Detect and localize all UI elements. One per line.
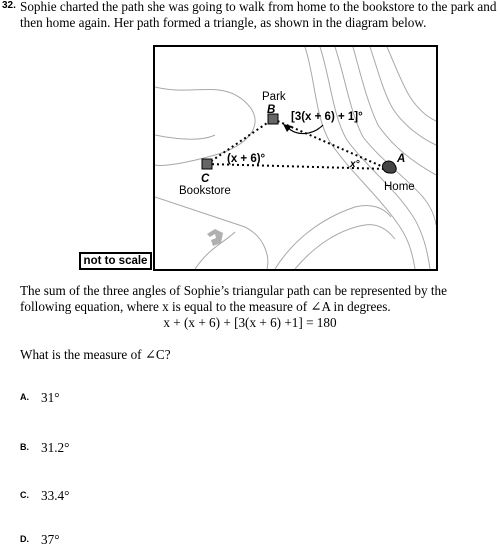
- bookstore-marker: [202, 159, 212, 169]
- choice-value: 37°: [41, 532, 60, 547]
- choice-d[interactable]: [20, 532, 120, 550]
- choice-label: C.: [20, 490, 29, 500]
- point-c-label: C: [201, 173, 210, 185]
- angle-b-label: [3(x + 6) + 1]°: [291, 111, 363, 123]
- equation: x + (x + 6) + [3(x + 6) +1] = 180: [163, 315, 337, 330]
- choice-b[interactable]: [20, 440, 120, 458]
- question-ask: What is the measure of ∠C?: [20, 347, 171, 362]
- scale-note: not to scale: [79, 252, 152, 270]
- question-number: 32.: [2, 0, 16, 11]
- choice-value: 31°: [41, 390, 60, 405]
- choice-c[interactable]: [20, 488, 120, 506]
- question-body: The sum of the three angles of Sophie’s triangular path can be represented by the following equation, where x is equal to the measure of ∠A in degrees.: [20, 283, 447, 314]
- choice-value: 33.4°: [41, 488, 70, 503]
- choice-label: B.: [20, 442, 29, 452]
- choice-label: D.: [20, 534, 29, 544]
- home-label: Home: [384, 181, 415, 193]
- choice-value: 31.2°: [41, 440, 70, 455]
- angle-c-label: (x + 6)°: [227, 153, 266, 165]
- park-label: Park: [262, 91, 286, 103]
- choice-label: A.: [20, 392, 29, 402]
- map-contours: [155, 47, 436, 269]
- map-diagram: [153, 45, 438, 271]
- bookstore-label: Bookstore: [179, 185, 231, 197]
- home-marker: [382, 161, 396, 173]
- choice-a[interactable]: [20, 390, 120, 408]
- angle-arrow: [287, 125, 323, 134]
- question-stem: Sophie charted the path she was going to walk from home to the bookstore to the park and then home again. Her path formed a triangle, as shown in the diagram below.: [20, 0, 497, 30]
- arrow-head: [283, 124, 292, 132]
- angle-a-label: x°: [350, 159, 360, 170]
- map-drawing: [155, 47, 436, 269]
- point-a-label: A: [397, 153, 406, 165]
- point-b-label: B: [267, 104, 276, 116]
